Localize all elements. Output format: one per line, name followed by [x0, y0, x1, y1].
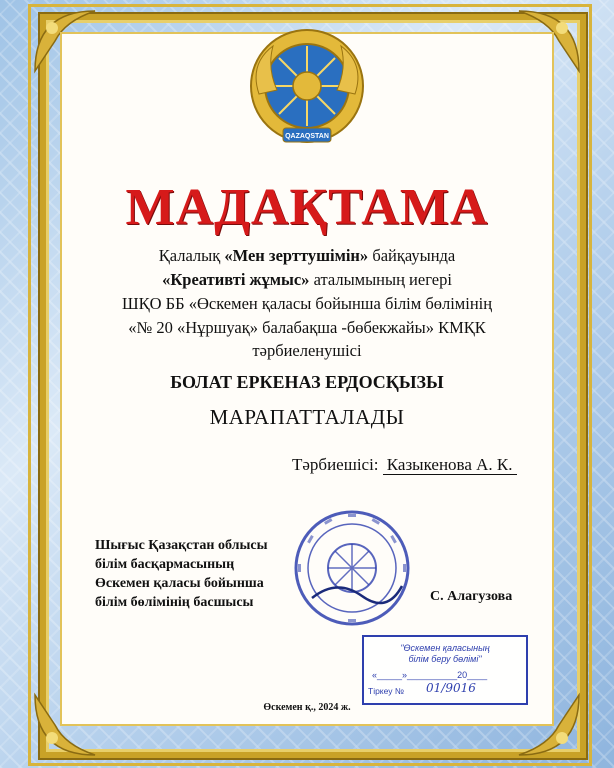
- stamp-line-2: білім беру бөлімі": [408, 654, 482, 664]
- stamp-line-1: "Өскемен қаласының: [400, 643, 490, 653]
- signatory-title: Шығыс Қазақстан облысы білім басқармасының Өскемен қаласы бойынша білім бөлімінің басшысы: [95, 538, 268, 610]
- recipient-name: БОЛАТ ЕРКЕНАЗ ЕРДОСҚЫЗЫ: [170, 372, 444, 392]
- official-seal-icon: [292, 508, 412, 628]
- registration-stamp: [362, 635, 528, 705]
- emblem-text: QAZAQSTAN: [285, 133, 329, 140]
- stamp-reg-label: Тіркеу №: [368, 686, 404, 696]
- teacher-label: Тәрбиешісі:: [292, 455, 379, 474]
- text-line: «Креативті жұмыс» аталымының иегері: [162, 270, 452, 289]
- certificate-title: МАДАҚТАМА: [125, 179, 489, 236]
- stamp-date-fill: «_____»__________20____: [372, 670, 488, 680]
- award-text: МАРАПАТТАЛАДЫ: [209, 405, 405, 429]
- kazakhstan-emblem-icon: [243, 24, 371, 152]
- teacher-line: [292, 455, 517, 475]
- teacher-name: Казыкенова А. К.: [383, 455, 517, 475]
- city-year: Өскемен қ., 2024 ж.: [263, 702, 351, 713]
- text-line: Қалалық «Мен зерттушімін» байқауында: [158, 246, 456, 265]
- text-line: ШҚО ББ «Өскемен қаласы бойынша білім бөлімінің: [121, 294, 493, 313]
- signatory-name: С. Алагузова: [430, 589, 513, 604]
- stamp-reg-number: 01/9016: [426, 681, 476, 695]
- text-line: тәрбиеленушісі: [252, 341, 362, 360]
- text-line: «№ 20 «Нұршуақ» балабақша -бөбекжайы» КМҚК: [128, 318, 486, 337]
